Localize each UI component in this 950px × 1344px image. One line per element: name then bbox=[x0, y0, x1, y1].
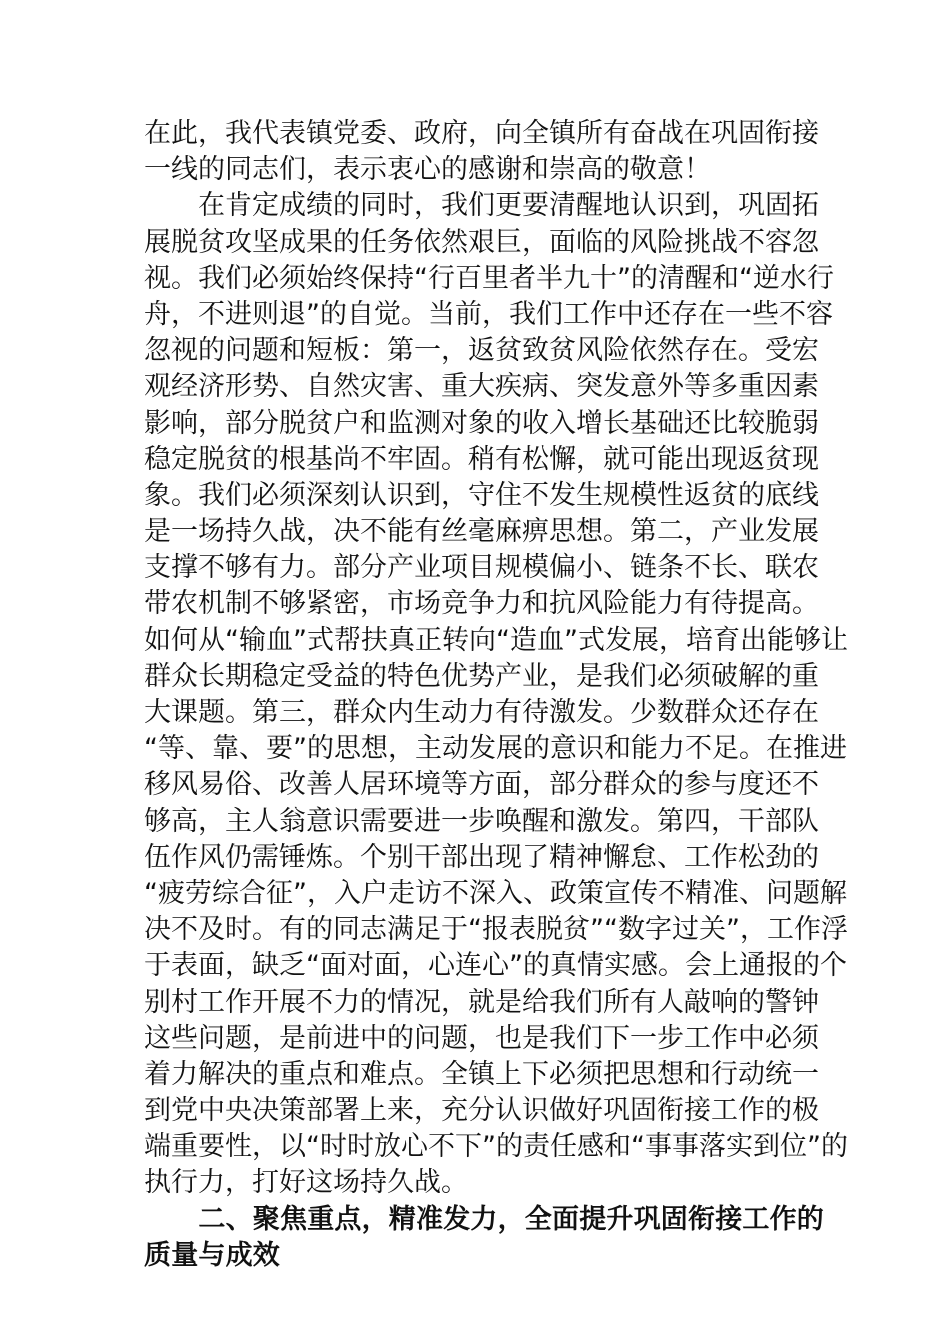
paragraph-line: 伍作风仍需锤炼。个别干部出现了精神懈怠、工作松劲的 bbox=[144, 841, 819, 873]
paragraph-line: “疲劳综合征”，入户走访不深入、政策宣传不精准、问题解 bbox=[144, 877, 847, 909]
paragraph-line: 别村工作开展不力的情况，就是给我们所有人敲响的警钟 bbox=[144, 986, 819, 1018]
paragraph-line: 影响，部分脱贫户和监测对象的收入增长基础还比较脆弱 bbox=[144, 407, 819, 439]
paragraph-line: 象。我们必须深刻认识到，守住不发生规模性返贫的底线 bbox=[144, 479, 819, 511]
paragraph-line: 如何从“输血”式帮扶真正转向“造血”式发展，培育出能够让 bbox=[144, 624, 848, 656]
paragraph-line: 忽视的问题和短板：第一，返贫致贫风险依然存在。受宏 bbox=[144, 335, 819, 367]
paragraph-line: 移风易俗、改善人居环境等方面，部分群众的参与度还不 bbox=[144, 769, 819, 801]
paragraph-line: 在此，我代表镇党委、政府，向全镇所有奋战在巩固衔接 bbox=[144, 118, 819, 149]
document-body-text bbox=[144, 116, 848, 1274]
paragraph-line: 舟，不进则退”的自觉。当前，我们工作中还存在一些不容 bbox=[144, 298, 833, 330]
paragraph-line: 观经济形势、自然灾害、重大疾病、突发意外等多重因素 bbox=[144, 371, 819, 403]
paragraph-line: 到党中央决策部署上来，充分认识做好巩固衔接工作的极 bbox=[144, 1095, 819, 1127]
paragraph-line: 够高，主人翁意识需要进一步唤醒和激发。第四，干部队 bbox=[144, 805, 819, 837]
paragraph-line: “等、靠、要”的思想，主动发展的意识和能力不足。在推进 bbox=[144, 733, 847, 765]
paragraph-line: 展脱贫攻坚成果的任务依然艰巨，面临的风险挑战不容忽 bbox=[144, 226, 819, 258]
paragraph-line: 在肯定成绩的同时，我们更要清醒地认识到，巩固拓 bbox=[144, 190, 819, 222]
paragraph-line: 执行力，打好这场持久战。 bbox=[144, 1167, 468, 1199]
section-heading-line: 质量与成效 bbox=[144, 1239, 280, 1271]
paragraph-line: 这些问题，是前进中的问题，也是我们下一步工作中必须 bbox=[144, 1022, 819, 1054]
paragraph-line: 一线的同志们，表示衷心的感谢和崇高的敬意！ bbox=[144, 154, 711, 186]
paragraph-line: 带农机制不够紧密，市场竞争力和抗风险能力有待提高。 bbox=[144, 588, 819, 620]
paragraph-line: 视。我们必须始终保持“行百里者半九十”的清醒和“逆水行 bbox=[144, 262, 834, 294]
paragraph-line: 决不及时。有的同志满足于“报表脱贫”“数字过关”，工作浮 bbox=[144, 914, 848, 946]
paragraph-line: 着力解决的重点和难点。全镇上下必须把思想和行动统一 bbox=[144, 1058, 819, 1090]
section-heading-line: 二、聚焦重点，精准发力，全面提升巩固衔接工作的 bbox=[144, 1203, 824, 1235]
paragraph-line: 端重要性，以“时时放心不下”的责任感和“事事落实到位”的 bbox=[144, 1131, 848, 1163]
paragraph-line: 于表面，缺乏“面对面，心连心”的真情实感。会上通报的个 bbox=[144, 950, 847, 982]
paragraph-line: 群众长期稳定受益的特色优势产业，是我们必须破解的重 bbox=[144, 660, 819, 692]
paragraph-line: 是一场持久战，决不能有丝毫麻痹思想。第二，产业发展 bbox=[144, 516, 819, 548]
paragraph-line: 支撑不够有力。部分产业项目规模偏小、链条不长、联农 bbox=[144, 552, 819, 584]
paragraph-line: 稳定脱贫的根基尚不牢固。稍有松懈，就可能出现返贫现 bbox=[144, 443, 819, 475]
paragraph-line: 大课题。第三，群众内生动力有待激发。少数群众还存在 bbox=[144, 697, 819, 728]
